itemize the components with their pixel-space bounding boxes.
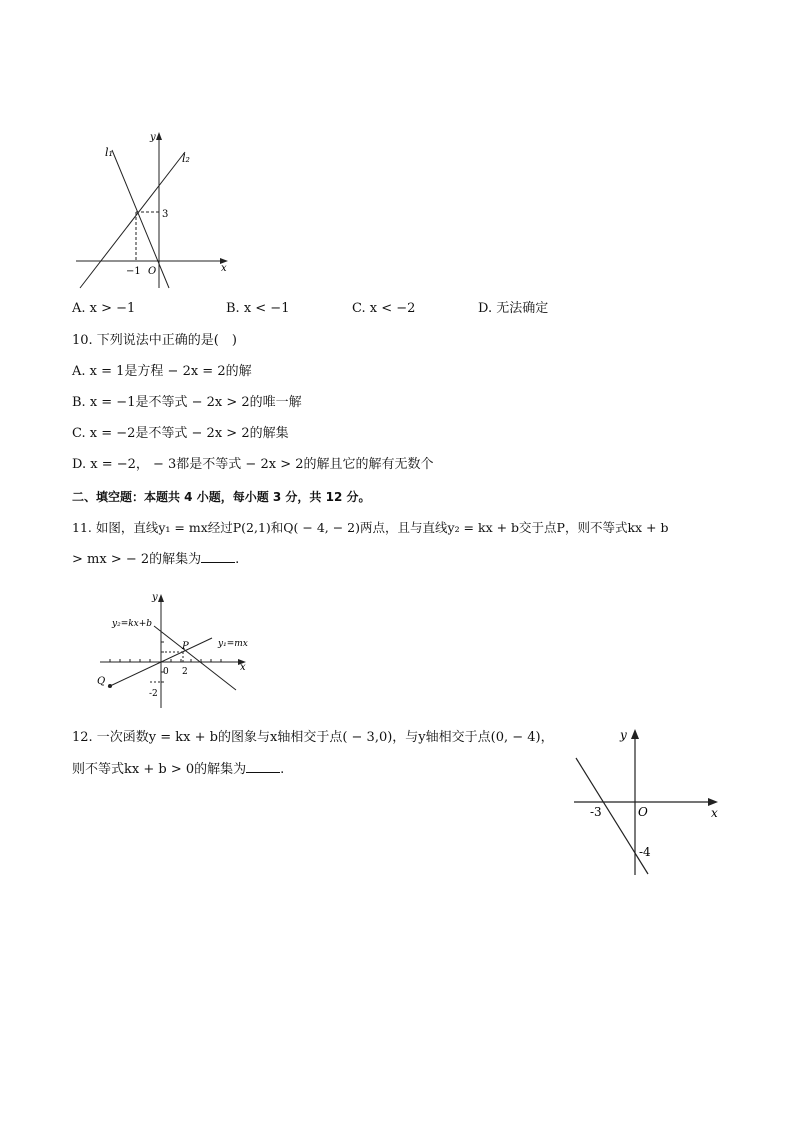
- q11-period: .: [235, 552, 240, 567]
- label-y2-kxb: y₂=kx+b: [112, 619, 153, 629]
- label-l2: l₂: [182, 152, 190, 165]
- q12-text-line2: [72, 760, 284, 779]
- graph-q9: [72, 128, 242, 298]
- q9-option-b: B. x < −1: [226, 301, 290, 316]
- axis-label-y: y: [150, 132, 156, 143]
- y-axis-arrow: [156, 132, 162, 140]
- tick-label-3: 3: [162, 209, 169, 220]
- origin-label: O: [638, 805, 648, 819]
- tick-label-neg4: -4: [639, 845, 651, 859]
- q10-option-b: B. x = −1是不等式 − 2x > 2的唯一解: [72, 395, 302, 410]
- q11-answer-blank: [201, 550, 235, 563]
- section-heading-fill-in: 二、填空题：本题共 4 小题，每小题 3 分，共 12 分。: [72, 490, 371, 504]
- axis-label-x: x: [711, 806, 718, 820]
- q12-period: .: [280, 762, 285, 777]
- y-axis-arrow: [158, 594, 164, 602]
- tick-label-2: 2: [182, 667, 188, 677]
- q9-option-a: A. x > −1: [72, 301, 136, 316]
- label-l1: l₁: [105, 146, 113, 159]
- tick-label-neg2: -2: [149, 689, 158, 699]
- q11-text-line1: 11. 如图，直线y₁ = mx经过P(2,1)和Q( − 4, − 2)两点，且与直线y₂ = kx + b交于点P，则不等式kx + b: [72, 520, 669, 535]
- origin-label: O: [148, 266, 157, 277]
- q12-line2-text: 则不等式kx + b > 0的解集为: [72, 762, 247, 777]
- label-q: Q: [97, 676, 106, 687]
- x-axis-arrow: [708, 798, 718, 806]
- q10-option-d: D. x = −2， − 3都是不等式 − 2x > 2的解且它的解有无数个: [72, 457, 434, 472]
- tick-label-neg1: −1: [126, 266, 141, 277]
- graph-q12: [570, 725, 730, 880]
- label-y1-mx: y₁=mx: [218, 639, 248, 649]
- q9-option-d: D. 无法确定: [478, 301, 549, 316]
- q10-option-a: A. x = 1是方程 − 2x = 2的解: [72, 364, 252, 379]
- q10-option-c: C. x = −2是不等式 − 2x > 2的解集: [72, 426, 289, 441]
- tick-label-0: 0: [163, 667, 169, 677]
- point-q: [108, 684, 112, 688]
- graph-q11: [96, 588, 256, 710]
- axis-label-y: y: [152, 592, 158, 603]
- y-axis-arrow: [631, 729, 639, 739]
- q9-option-c: C. x < −2: [352, 301, 416, 316]
- q10-stem: 10. 下列说法中正确的是( ): [72, 333, 237, 348]
- q11-line2-text: > mx > − 2的解集为: [72, 552, 202, 567]
- line-y2-kxb: [154, 626, 236, 690]
- axis-label-x: x: [221, 263, 227, 274]
- q12-answer-blank: [246, 760, 280, 773]
- label-p: P: [182, 641, 189, 652]
- axis-label-y: y: [620, 728, 627, 742]
- q11-text-line2: [72, 550, 239, 569]
- axis-label-x: x: [240, 662, 246, 673]
- q12-text-line1: 12. 一次函数y = kx + b的图象与x轴相交于点( − 3,0)，与y轴相交于点(0, − 4)，: [72, 730, 554, 745]
- tick-label-neg3: -3: [590, 805, 602, 819]
